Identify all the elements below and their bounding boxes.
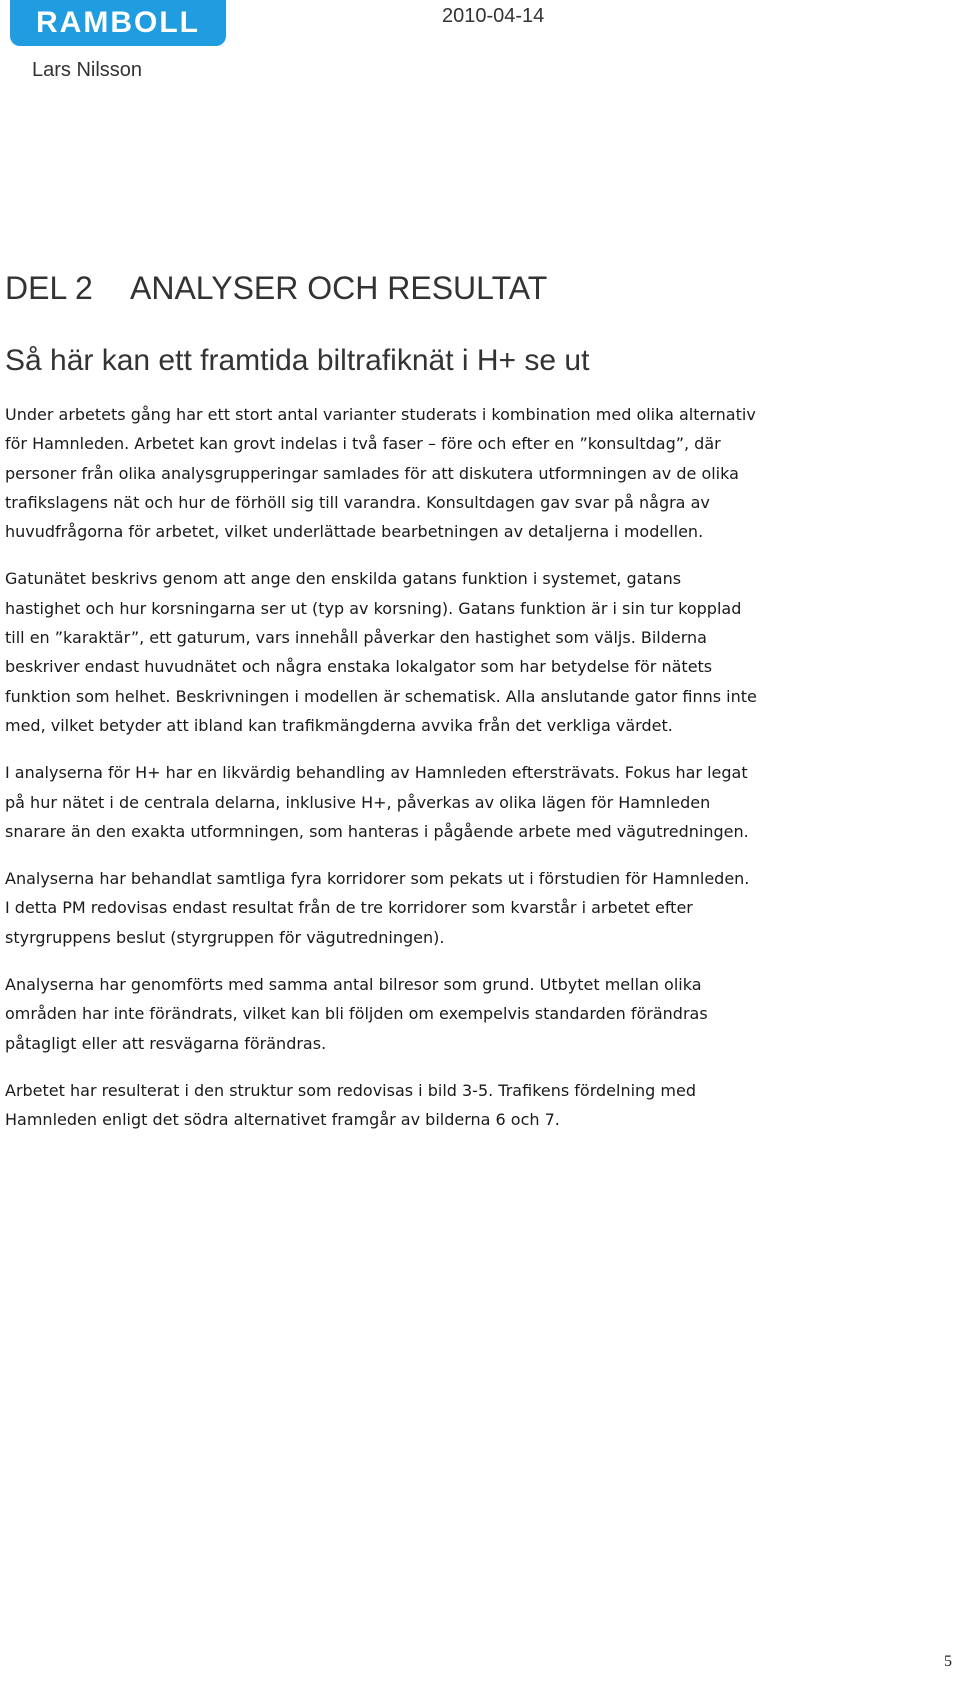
section-heading bbox=[5, 270, 547, 307]
section-number: DEL 2 bbox=[5, 270, 93, 306]
paragraph: Arbetet har resulterat i den struktur som redovisas i bild 3-5. Trafikens fördelning med Hamnleden enligt det södra alternativet framgår av bilderna 6 och 7. bbox=[5, 1080, 697, 1130]
paragraph: Analyserna har behandlat samtliga fyra korridorer som pekats ut i förstudien för Hamnleden. I detta PM redovisas endast resultat från de tre korridorer som kvarstår i arbetet efter styrgruppens beslut (styrgruppen för vägutredningen). bbox=[5, 869, 750, 947]
subheading: Så här kan ett framtida biltrafiknät i H+ se ut bbox=[5, 344, 590, 377]
section-title: ANALYSER OCH RESULTAT bbox=[130, 270, 548, 306]
paragraph: Under arbetets gång har ett stort antal varianter studerats i kombination med olika alternativ för Hamnleden. Arbetet kan grovt indelas i två faser – före och efter en ”konsultdag”, där personer från olika analysgrupperingar samlades för att diskutera utformningen av de olika trafikslagens nät och hur de förhöll sig till varandra. Konsultdagen gav svar på några av huvudfrågorna för arbetet, vilket underlättade bearbetningen av detaljerna i modellen. bbox=[5, 405, 756, 542]
page-number: 5 bbox=[944, 1653, 952, 1670]
ramboll-logo bbox=[10, 0, 226, 46]
body-text bbox=[5, 400, 955, 1153]
logo-text: RAMBOLL bbox=[36, 6, 200, 39]
paragraph: Analyserna har genomförts med samma antal bilresor som grund. Utbytet mellan olika områden har inte förändrats, vilket kan bli följden om exempelvis standarden förändras påtagligt eller att resvägarna förändras. bbox=[5, 975, 708, 1053]
author-name: Lars Nilsson bbox=[32, 59, 143, 81]
paragraph: I analyserna för H+ har en likvärdig behandling av Hamnleden eftersträvats. Fokus har legat på hur nätet i de centrala delarna, inklusive H+, påverkas av olika lägen för Hamnleden snarare än den exakta utformningen, som hanteras i pågående arbete med vägutredningen. bbox=[5, 763, 749, 841]
document-date: 2010-04-14 bbox=[442, 5, 545, 27]
paragraph: Gatunätet beskrivs genom att ange den enskilda gatans funktion i systemet, gatans hastighet och hur korsningarna ser ut (typ av korsning). Gatans funktion är i sin tur kopplad till en ”karaktär”, ett gaturum, vars innehåll påverkar den hastighet som väljs. Bilderna beskriver endast huvudnätet och några enstaka lokalgator som har betydelse för nätets funktion som helhet. Beskrivningen i modellen är schematisk. Alla anslutande gator finns inte med, vilket betyder att ibland kan trafikmängderna avvika från det verkliga värdet. bbox=[5, 569, 757, 735]
